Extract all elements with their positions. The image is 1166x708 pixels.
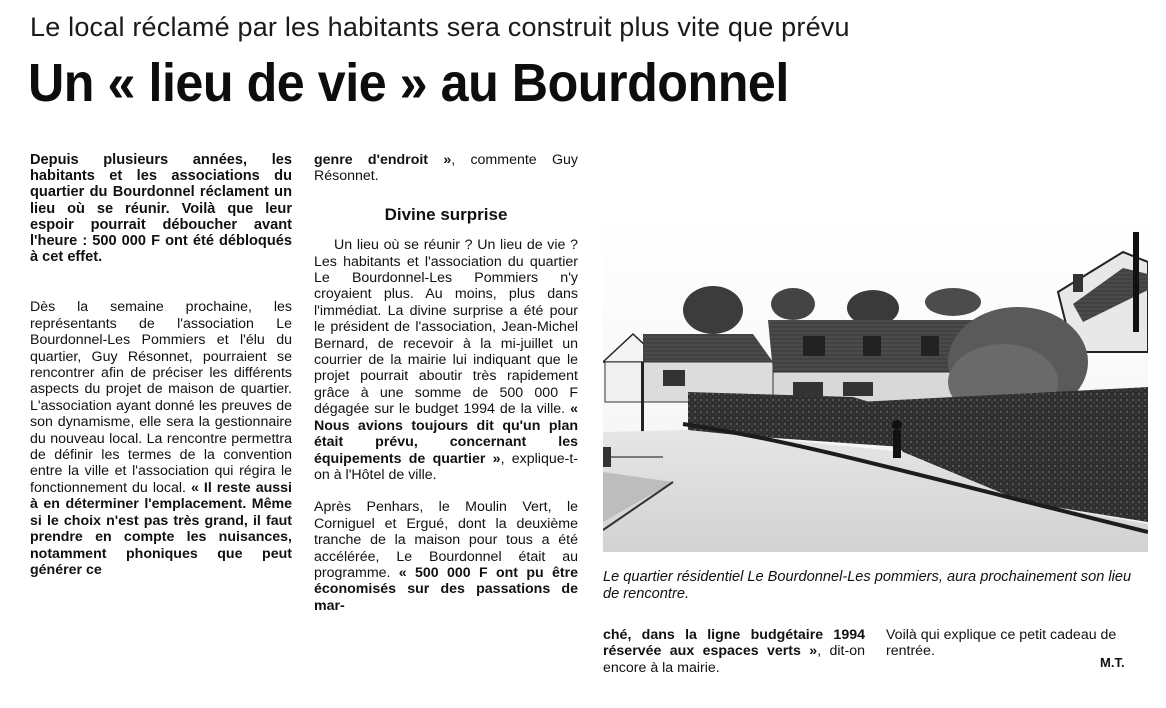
column-2-paragraph-1-quote: « Nous avions toujours dit qu'un plan était prévu, concernant les équipements de quartier »	[314, 401, 578, 467]
column-2-paragraph-1	[314, 237, 578, 483]
column-2	[314, 152, 578, 614]
photo-residential-street	[603, 212, 1148, 552]
column-3-quote: ché, dans la ligne budgétaire 1994 réservée aux espaces verts »	[603, 627, 865, 660]
column-4-paragraph: Voilà qui explique ce petit cadeau de rentrée.	[886, 627, 1117, 660]
column-2-paragraph-1-tail: , explique-t-on à l'Hôtel de ville.	[314, 450, 579, 483]
section-subhead: Divine surprise	[384, 204, 508, 224]
column-2-continuation-quote: genre d'endroit »	[314, 152, 452, 168]
column-2-paragraph-1-text: Un lieu où se réunir ? Un lieu de vie ? Les habitants et l'association du quartier Le Bourdonnel-Les Pommiers n'y croyaient plus. Au moins, plus dans l'immédiat. La divine surprise a été pour le président de l'association, Jean-Michel Bernard, de recevoir à la mi-juillet un courrier de la mairie lui indiquant que le projet pourrait aboutir très rapidement grâce à une somme de 500 000 F dégagée sur le budget 1994 de la ville.	[314, 237, 578, 418]
column-1-quote: « Il reste aussi à en déterminer l'emplacement. Même si le choix n'est pas très grand, il faut prendre en compte les nuisances, notamment phoniques que peut générer ce	[30, 479, 292, 578]
column-3-text: , dit-on encore à la mairie.	[603, 643, 866, 676]
column-2-paragraph-2-quote: « 500 000 F ont pu être économisés sur des passations de mar-	[314, 564, 578, 614]
column-2-paragraph-2-text: Après Penhars, le Moulin Vert, le Corniguel et Ergué, dont la deuxième tranche de la maison pour tous a été accélérée, Le Bourdonnel était au programme.	[314, 499, 578, 581]
author-signature: M.T.	[1100, 655, 1125, 670]
column-3-paragraph	[603, 627, 865, 676]
column-3	[603, 627, 865, 676]
column-2-paragraph-2	[314, 499, 578, 614]
column-2-continuation-text: , commente Guy Résonnet.	[314, 152, 578, 185]
column-1-body	[30, 299, 292, 578]
article-lead: Depuis plusieurs années, les habitants et les associations du quartier du Bourdonnel réclament un lieu où se réunir. Voilà que leur espoir pourrait déboucher avant l'heure : 500 000 F ont été débloqués à cet effet.	[30, 152, 292, 266]
article-photo	[603, 212, 1148, 552]
photo-caption: Le quartier résidentiel Le Bourdonnel-Les pommiers, aura prochainement son lieu de rencontre.	[603, 569, 1132, 602]
column-1-body-text: Dès la semaine prochaine, les représentants de l'association Le Bourdonnel-Les Pommiers et l'élu du quartier, Guy Résonnet, pourraient se rencontrer afin de préciser les différents aspects du projet de maison de quartier. L'association ayant donné les preuves de son dynamisme, elle sera la gestionnaire du nouveau local. La rencontre permettra de définir les termes de la convention entre la ville et l'association qui régira le fonctionnement du local.	[30, 299, 292, 496]
column-2-continuation	[314, 152, 578, 185]
article-headline: Un « lieu de vie » au Bourdonnel	[28, 53, 789, 113]
column-1	[30, 152, 292, 578]
article-kicker: Le local réclamé par les habitants sera construit plus vite que prévu	[30, 12, 850, 42]
